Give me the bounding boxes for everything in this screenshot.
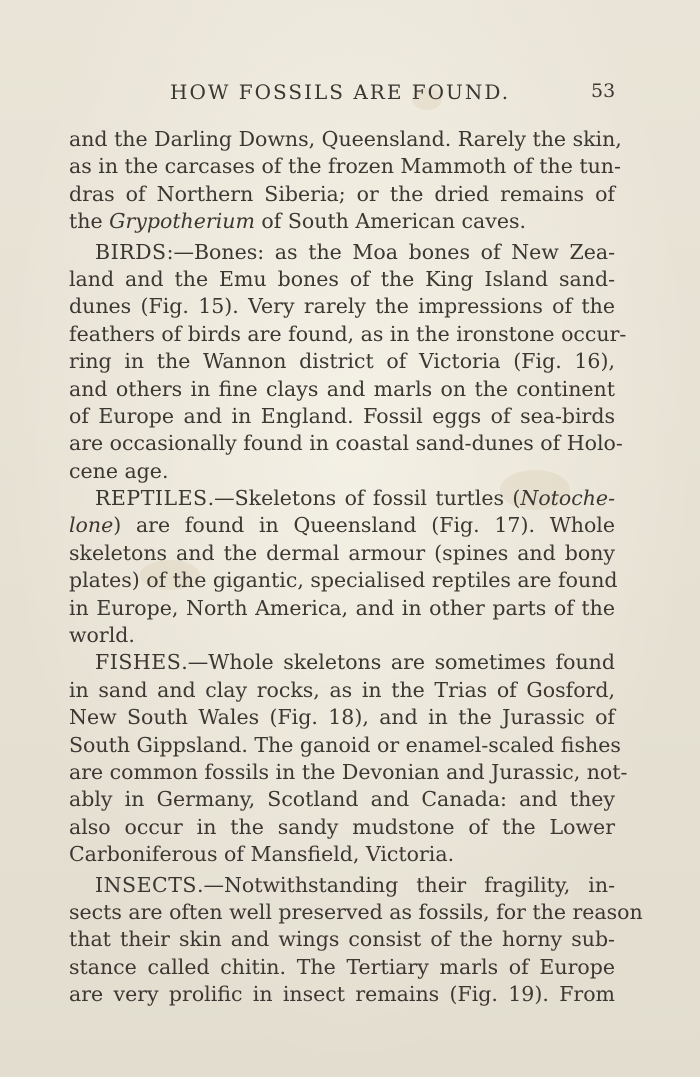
section-heading-fishes: FISHES bbox=[95, 650, 182, 675]
text-run: .—Whole skeletons are sometimes found bbox=[181, 650, 615, 675]
taxon-name: Grypotherium bbox=[109, 209, 255, 234]
text-line: stance called chitin. The Tertiary marls of Europe bbox=[69, 954, 615, 979]
text-line: in Europe, North America, and in other parts of the bbox=[69, 595, 615, 620]
text-run: of South American caves. bbox=[254, 209, 527, 234]
text-line: feathers of birds are found, as in the ironstone occur- bbox=[69, 321, 627, 346]
text-run: the bbox=[69, 209, 110, 234]
text-line: dunes (Fig. 15). Very rarely the impressions of the bbox=[69, 294, 615, 319]
text-line bbox=[69, 872, 615, 899]
text-line: skeletons and the dermal armour (spines and bony bbox=[69, 540, 615, 565]
text-line: world. bbox=[69, 623, 135, 648]
text-line bbox=[69, 485, 615, 512]
running-head-title: HOW FOSSILS ARE FOUND. bbox=[170, 80, 511, 104]
text-run: ) are found in Queensland (Fig. 17). Whole bbox=[113, 513, 615, 538]
text-line: are common fossils in the Devonian and Jurassic, not- bbox=[69, 759, 628, 784]
running-head bbox=[0, 76, 700, 106]
taxon-name: Notoche- bbox=[520, 486, 615, 511]
text-run: .—Skeletons of fossil turtles ( bbox=[207, 486, 521, 511]
text-line: South Gippsland. The ganoid or enamel-scaled fishes bbox=[69, 732, 621, 757]
text-run: :—Bones: as the Moa bones of New Zea- bbox=[166, 239, 615, 264]
section-heading-insects: INSECTS bbox=[95, 872, 197, 897]
text-line: and the Darling Downs, Queensland. Rarely the skin, bbox=[69, 127, 622, 151]
text-line bbox=[69, 239, 615, 266]
section-heading-reptiles: REPTILES bbox=[95, 486, 208, 511]
text-line: ably in Germany, Scotland and Canada: and they bbox=[69, 787, 615, 812]
text-line: ring in the Wannon district of Victoria (Fig. 16), bbox=[69, 349, 615, 374]
text-line: that their skin and wings consist of the horny sub- bbox=[69, 927, 615, 952]
text-line: as in the carcases of the frozen Mammoth of the tun- bbox=[69, 154, 621, 179]
text-line: cene age. bbox=[69, 458, 169, 483]
text-line bbox=[69, 512, 615, 539]
text-run: .—Notwithstanding their fragility, in- bbox=[196, 872, 615, 897]
text-line: sects are often well preserved as fossils, for the reason bbox=[69, 899, 643, 924]
text-line: land and the Emu bones of the King Island sand- bbox=[69, 266, 615, 291]
page-number: 53 bbox=[591, 80, 616, 102]
text-line: of Europe and in England. Fossil eggs of sea-birds bbox=[69, 403, 615, 428]
text-line: and others in fine clays and marls on the continent bbox=[69, 376, 615, 401]
text-line: also occur in the sandy mudstone of the Lower bbox=[69, 814, 615, 839]
text-line: are occasionally found in coastal sand-dunes of Holo- bbox=[69, 431, 623, 456]
text-line bbox=[69, 649, 615, 676]
text-line: plates) of the gigantic, specialised reptiles are found bbox=[69, 568, 618, 593]
text-line: Carboniferous of Mansfield, Victoria. bbox=[69, 842, 455, 867]
section-heading-birds: BIRDS bbox=[95, 239, 167, 264]
taxon-name: lone bbox=[69, 513, 114, 538]
text-line: New South Wales (Fig. 18), and in the Jurassic of bbox=[69, 705, 615, 730]
text-line: in sand and clay rocks, as in the Trias of Gosford, bbox=[69, 677, 615, 702]
text-line bbox=[69, 208, 615, 235]
text-line: are very prolific in insect remains (Fig. 19). From bbox=[69, 982, 615, 1007]
body-text bbox=[69, 126, 643, 1009]
text-line: dras of Northern Siberia; or the dried remains of bbox=[69, 181, 615, 206]
